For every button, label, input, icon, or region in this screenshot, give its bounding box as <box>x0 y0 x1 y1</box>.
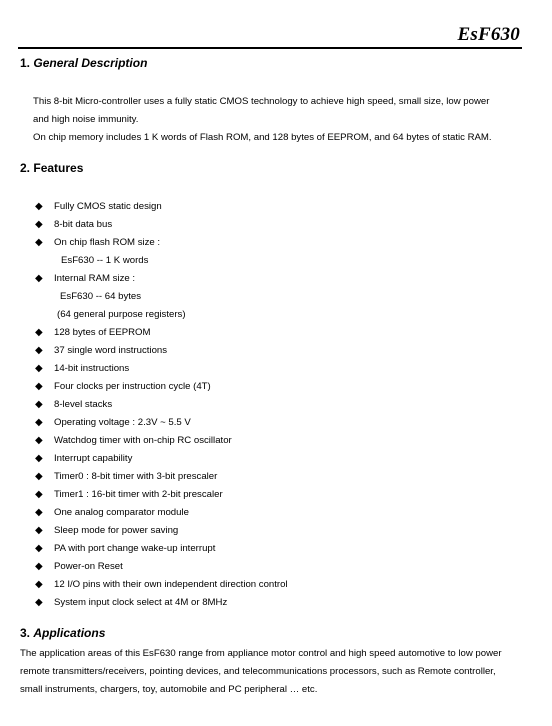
general-description-heading <box>20 56 147 70</box>
diamond-bullet-icon: ◆ <box>35 471 43 482</box>
feature-text: System input clock select at 4M or 8MHz <box>54 597 228 608</box>
diamond-bullet-icon: ◆ <box>35 453 43 464</box>
feature-text: Timer1 : 16-bit timer with 2-bit prescaler <box>54 489 223 500</box>
feature-text: Operating voltage : 2.3V ~ 5.5 V <box>54 417 191 428</box>
feature-text: 14-bit instructions <box>54 363 130 374</box>
diamond-bullet-icon: ◆ <box>35 597 43 608</box>
feature-item <box>0 450 552 468</box>
section-title: General Description <box>33 56 148 70</box>
feature-item <box>0 594 552 612</box>
document-title: EsF630 <box>457 24 520 45</box>
feature-item <box>0 522 552 540</box>
feature-detail-text: (64 general purpose registers) <box>57 309 186 320</box>
section-number: 3. <box>20 626 31 640</box>
feature-text: PA with port change wake-up interrupt <box>54 543 216 554</box>
feature-item <box>0 576 552 594</box>
diamond-bullet-icon: ◆ <box>35 219 43 230</box>
section-number: 2. <box>20 161 31 175</box>
feature-detail <box>0 252 552 270</box>
diamond-bullet-icon: ◆ <box>35 381 43 392</box>
feature-text: Watchdog timer with on-chip RC oscillator <box>54 435 232 446</box>
general-description-line: and high noise immunity. <box>33 114 139 125</box>
feature-text: Interrupt capability <box>54 453 133 464</box>
feature-text: Four clocks per instruction cycle (4T) <box>54 381 211 392</box>
diamond-bullet-icon: ◆ <box>35 435 43 446</box>
feature-item <box>0 342 552 360</box>
applications-line: The application areas of this EsF630 range from appliance motor control and high speed automotive to low power <box>20 648 502 659</box>
diamond-bullet-icon: ◆ <box>35 399 43 410</box>
feature-item <box>0 198 552 216</box>
diamond-bullet-icon: ◆ <box>35 417 43 428</box>
applications-line: small instruments, chargers, toy, automobile and PC peripheral … etc. <box>20 684 318 695</box>
diamond-bullet-icon: ◆ <box>35 507 43 518</box>
feature-text: 8-bit data bus <box>54 219 113 230</box>
feature-item <box>0 216 552 234</box>
features-heading <box>20 161 83 175</box>
diamond-bullet-icon: ◆ <box>35 237 43 248</box>
feature-item <box>0 234 552 252</box>
diamond-bullet-icon: ◆ <box>35 273 43 284</box>
section-number: 1. <box>20 56 31 70</box>
feature-item <box>0 540 552 558</box>
feature-detail-text: EsF630 -- 1 K words <box>61 255 149 266</box>
feature-text: On chip flash ROM size : <box>54 237 161 248</box>
diamond-bullet-icon: ◆ <box>35 345 43 356</box>
diamond-bullet-icon: ◆ <box>35 543 43 554</box>
feature-item <box>0 396 552 414</box>
section-title: Features <box>33 161 84 175</box>
diamond-bullet-icon: ◆ <box>35 201 43 212</box>
feature-item <box>0 558 552 576</box>
applications-line: remote transmitters/receivers, pointing devices, and telecommunications processors, such as Remote controller, <box>20 666 496 677</box>
general-description-line: On chip memory includes 1 K words of Flash ROM, and 128 bytes of EEPROM, and 64 bytes of static RAM. <box>33 132 492 143</box>
feature-text: 8-level stacks <box>54 399 113 410</box>
feature-item <box>0 360 552 378</box>
feature-item <box>0 504 552 522</box>
general-description-line: This 8-bit Micro-controller uses a fully static CMOS technology to achieve high speed, small size, low power <box>33 96 490 107</box>
feature-text: 37 single word instructions <box>54 345 168 356</box>
diamond-bullet-icon: ◆ <box>35 525 43 536</box>
section-title: Applications <box>33 626 106 640</box>
feature-item <box>0 378 552 396</box>
feature-item <box>0 414 552 432</box>
feature-detail <box>0 306 552 324</box>
feature-text: Power-on Reset <box>54 561 123 572</box>
diamond-bullet-icon: ◆ <box>35 489 43 500</box>
applications-heading <box>20 626 105 640</box>
feature-detail-text: EsF630 -- 64 bytes <box>60 291 142 302</box>
feature-item <box>0 468 552 486</box>
feature-item <box>0 432 552 450</box>
feature-detail <box>0 288 552 306</box>
feature-text: Fully CMOS static design <box>54 201 162 212</box>
feature-text: 128 bytes of EEPROM <box>54 327 151 338</box>
diamond-bullet-icon: ◆ <box>35 579 43 590</box>
header-rule <box>18 47 522 49</box>
feature-item <box>0 270 552 288</box>
diamond-bullet-icon: ◆ <box>35 561 43 572</box>
feature-text: 12 I/O pins with their own independent direction control <box>54 579 288 590</box>
feature-text: Sleep mode for power saving <box>54 525 179 536</box>
feature-text: Timer0 : 8-bit timer with 3-bit prescaler <box>54 471 218 482</box>
feature-item <box>0 324 552 342</box>
diamond-bullet-icon: ◆ <box>35 363 43 374</box>
feature-text: Internal RAM size : <box>54 273 136 284</box>
feature-text: One analog comparator module <box>54 507 189 518</box>
diamond-bullet-icon: ◆ <box>35 327 43 338</box>
feature-item <box>0 486 552 504</box>
